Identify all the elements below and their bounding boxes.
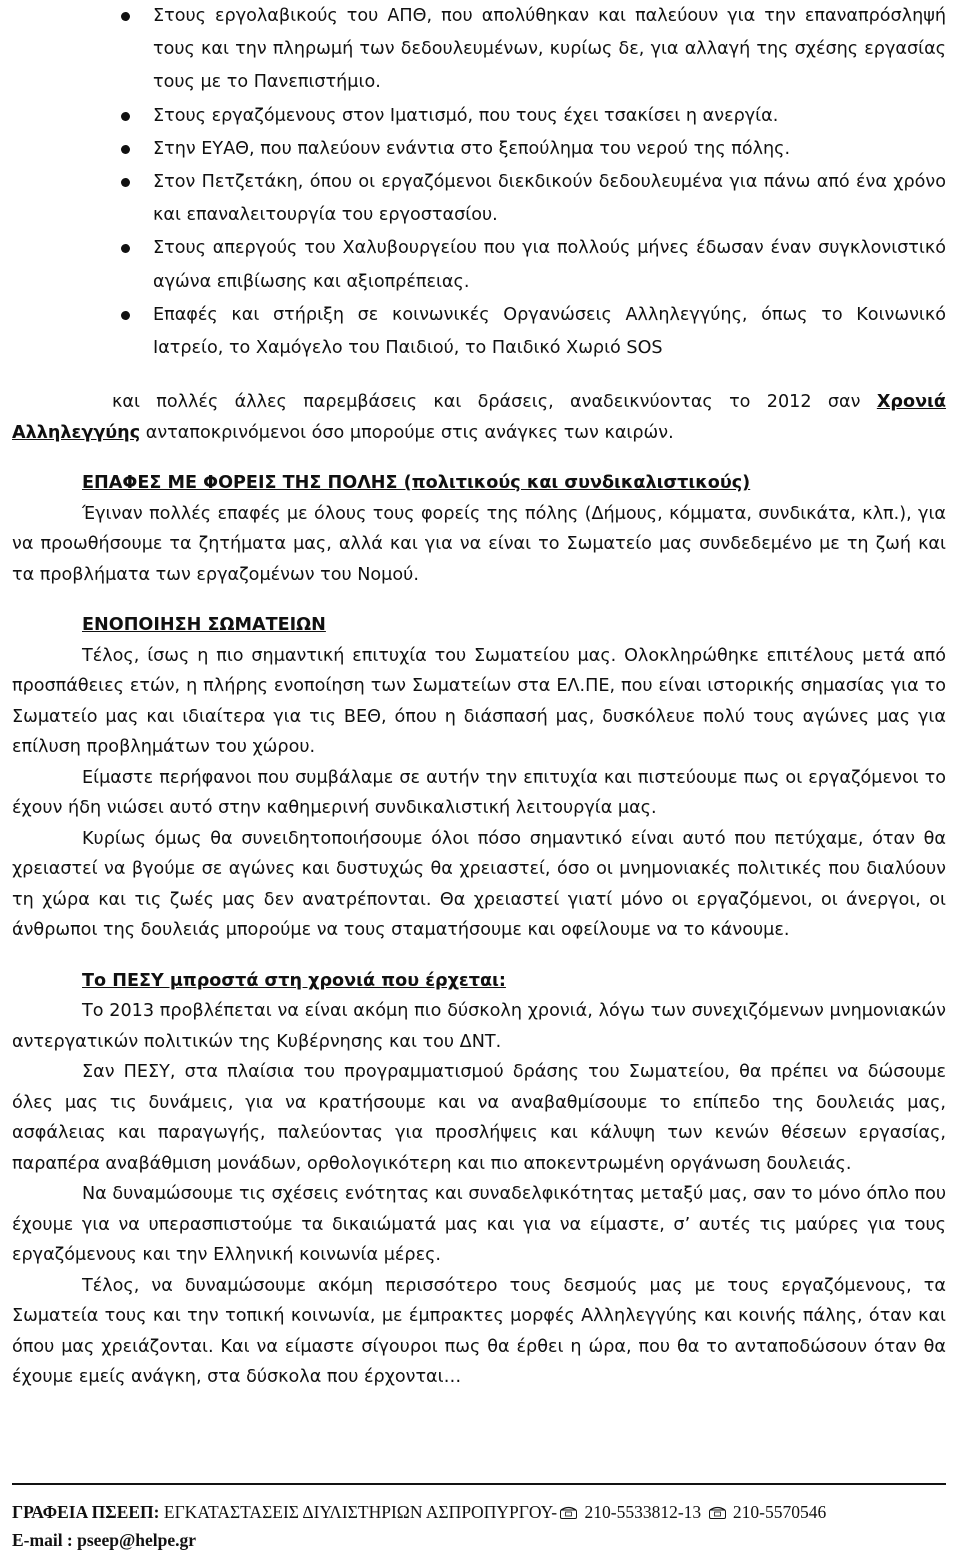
solidarity-list — [12, 0, 946, 365]
footer-org-label: ΓΡΑΦΕΙΑ ΠΣΕΕΠ: — [12, 1502, 160, 1522]
solidarity-emphasis: Χρονιά Αλληλεγγύης — [12, 392, 947, 443]
footer-email-line — [12, 1526, 946, 1554]
unification-paragraph: Κυρίως όμως θα συνειδητοποιήσουμε όλοι πόσο σημαντικό είναι αυτό που πετύχαμε, όταν θα χρειαστεί να βγούμε σε αγώνες και δυστυχώς θα χρειαστεί, όσο οι μνημονιακές πολιτικές που διαλύουν τη χώρα και τις ζωές μας δεν ανατρέπονται. Θα χρειαστεί γιατί μόνο οι εργαζόμενοι, οι άνεργοι, οι άνθρωποι της δουλειάς μπορούμε να τους σταματήσουμε και οφείλουμε να το κάνουμε. — [12, 828, 946, 941]
footer-address: ΕΓΚΑΤΑΣΤΑΣΕΙΣ ΔΙΥΛΙΣΤΗΡΙΩΝ ΑΣΠΡΟΠΥΡΓΟΥ- — [159, 1502, 558, 1522]
document-page — [12, 0, 947, 1550]
list-item-text: Στον Πετζετάκη, όπου οι εργαζόμενοι διεκδικούν δεδουλευμένα για πάνω από ένα χρόνο και επαναλειτουργία του εργοστασίου. — [153, 172, 946, 226]
list-item-text: Στην ΕΥΑΘ, που παλεύουν ενάντια στο ξεπούλημα του νερού της πόλης. — [153, 138, 791, 159]
solidarity-lead: και πολλές άλλες παρεμβάσεις και δράσεις, αναδεικνύοντας το 2012 σαν — [112, 392, 861, 413]
unification-section — [12, 610, 946, 946]
bullet-icon — [121, 244, 130, 253]
footer-divider — [12, 1483, 946, 1485]
bullet-icon — [121, 12, 130, 21]
list-item-text: Επαφές και στήριξη σε κοινωνικές Οργανώσεις Αλληλεγγύης, όπως το Κοινωνικό Ιατρείο, το Χαμόγελο του Παιδιού, το Παιδικό Χωριό SOS — [153, 304, 946, 359]
footer — [12, 1498, 946, 1554]
contacts-section — [12, 468, 946, 590]
list-item — [12, 133, 946, 166]
footer-email-label: E-mail : — [12, 1530, 78, 1550]
telephone-icon — [709, 1499, 726, 1512]
list-item-text: Στους εργολαβικούς του ΑΠΘ, που απολύθηκαν και παλεύουν για την επαναπρόσληψή τους και την πληρωμή των δεδουλευμένων, κυρίως δε, για αλλαγή της σχέσης εργασίας τους με το Πανεπιστήμιο. — [153, 6, 946, 93]
future-paragraph: Σαν ΠΕΣΥ, στα πλαίσια του προγραμματισμού δράσης του Σωματείου, θα πρέπει να δώσουμε όλες μας τις δυνάμεις, για να κρατήσουμε και να αναβαθμίσουμε το επίπεδο της δουλειάς μας, ασφάλειας και παραγωγής, παλεύοντας για προσλήψεις και κάλυψη των κενών θέσεων εργασίας, παραπέρα αναβάθμιση μονάδων, ορθολογικότερη και πιο αποκεντρωμένη οργάνωση δουλειάς. — [12, 1062, 946, 1174]
future-paragraph: Το 2013 προβλέπεται να είναι ακόμη πιο δύσκολη χρονιά, λόγω των συνεχιζόμενων μνημονιακών αντεργατικών πολιτικών της Κυβέρνησης και του ΔΝΤ. — [12, 1001, 946, 1052]
contacts-paragraph: Έγιναν πολλές επαφές με όλους τους φορείς της πόλης (Δήμους, κόμματα, συνδικάτα, κλπ.), για να προωθήσουμε τα ζητήματα μας, αλλά και για να είναι το Σωματείο μας συνδεδεμένο με τη ζωή και τα προβλήματα των εργαζομένων του Νομού. — [12, 503, 946, 585]
bullet-icon — [121, 145, 130, 154]
future-paragraph: Τέλος, να δυναμώσουμε ακόμη περισσότερο τους δεσμούς μας με τους εργαζόμενους, τα Σωματεία τους και την τοπική κοινωνία, με έμπρακτες μορφές Αλληλεγγύης και κοινής πάλης, όταν και όπου μας χρειάζονται. Και να είμαστε σίγουροι πως θα έρθει η ώρα, που θα το ανταποδώσουν όταν θα έχουμε εμείς ανάγκη, στα δύσκολα που έρχονται… — [12, 1275, 946, 1388]
future-paragraph: Να δυναμώσουμε τις σχέσεις ενότητας και συναδελφικότητας μεταξύ μας, σαν το μόνο όπλο που έχουμε για να υπερασπιστούμε τα δικαιώματά μας και για να είμαστε, σ’ αυτές τις μαύρες για τους εργαζόμενους και την Ελληνική κοινωνία μέρες. — [12, 1184, 947, 1266]
bullet-icon — [121, 178, 130, 187]
telephone-icon — [560, 1499, 577, 1512]
bullet-icon — [121, 112, 130, 121]
list-item — [12, 0, 946, 100]
list-item-text: Στους απεργούς του Χαλυβουργείου που για πολλούς μήνες έδωσαν έναν συγκλονιστικό αγώνα επιβίωσης και αξιοπρέπειας. — [153, 238, 946, 292]
list-item — [12, 299, 946, 365]
unification-paragraph: Είμαστε περήφανοι που συμβάλαμε σε αυτήν την επιτυχία και πιστεύουμε πως οι εργαζόμενοι το έχουν ήδη νιώσει αυτό στην καθημερινή συνδικαλιστική λειτουργία μας. — [12, 767, 946, 819]
solidarity-tail: ανταποκρινόμενοι όσο μπορούμε στις ανάγκες των καιρών. — [140, 422, 674, 443]
future-heading: Το ΠΕΣΥ μπροστά στη χρονιά που έρχεται: — [82, 970, 506, 991]
footer-email-link[interactable]: pseep@helpe.gr — [77, 1530, 196, 1550]
footer-address-line — [12, 1498, 946, 1526]
list-item — [12, 100, 946, 133]
future-section — [12, 966, 946, 1393]
list-item-text: Στους εργαζόμενους στον Ιματισμό, που τους έχει τσακίσει η ανεργία. — [153, 105, 779, 126]
footer-phone-2: 210-5570546 — [728, 1502, 827, 1522]
list-item — [12, 232, 946, 298]
footer-phone-1: 210-5533812-13 — [580, 1502, 706, 1522]
solidarity-paragraph — [12, 387, 946, 448]
unification-paragraph: Τέλος, ίσως η πιο σημαντική επιτυχία του Σωματείου μας. Ολοκληρώθηκε επιτέλους μετά από προσπάθειες ετών, η πλήρης ενοποίηση των Σωματείων στα ΕΛ.ΠΕ, που είναι ιστορικής σημασίας για το Σωματείο μας και ιδιαίτερα για τις ΒΕΘ, όπου η διάσπασή μας, δυσκόλευε πολύ τους αγώνες μας για επίλυση προβλημάτων του χώρου. — [12, 645, 946, 758]
contacts-heading: ΕΠΑΦΕΣ ΜΕ ΦΟΡΕΙΣ ΤΗΣ ΠΟΛΗΣ (πολιτικούς και συνδικαλιστικούς) — [82, 473, 751, 494]
bullet-icon — [121, 311, 130, 320]
unification-heading: ΕΝΟΠΟΙΗΣΗ ΣΩΜΑΤΕΙΩΝ — [82, 615, 326, 636]
list-item — [12, 166, 946, 232]
